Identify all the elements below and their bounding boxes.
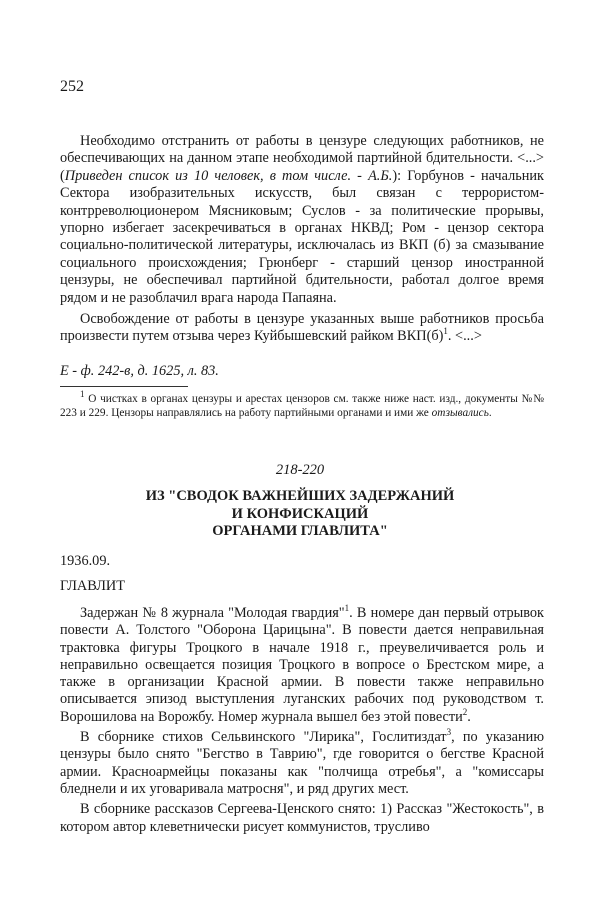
journal-text-b: . В номере дан первый отрывок повести А. Толстого "Оборона Царицына". В повести дается неправильная трактовка фигуры Троцкого в начале 1918 г., преувеличивается роль и неправильно освещается позиция Троцкого в вопросе о Брестском мире, а также в организации Красной армии. В повести также неправильно описывается эпизод выступления луганских рабочих под руководством т. Ворошилова на Ворожбу. Номер журнала вышел без этой повести	[60, 605, 544, 725]
release-tail: . <...>	[447, 328, 482, 345]
footnote-divider	[60, 386, 188, 387]
journal-text-a: Задержан № 8 журнала "Молодая гвардия"	[80, 605, 345, 621]
footnote-end: .	[488, 407, 492, 419]
journal-text-c: .	[467, 708, 471, 725]
heading-line-3: ОРГАНАМИ ГЛАВЛИТА"	[212, 523, 388, 539]
archive-source: Е - ф. 242-в, д. 1625, л. 83.	[60, 363, 219, 379]
release-text: Освобождение от работы в цензуре указанных выше работников просьба произвести путем отзыва через Куйбышевский райком ВКП(б)	[60, 311, 544, 345]
paragraph-poems	[60, 729, 544, 798]
document-date: 1936.09.	[60, 553, 111, 569]
section-heading	[0, 488, 600, 541]
footnote-ref: 1	[443, 326, 448, 337]
footnote-ref-1: 1	[344, 603, 350, 614]
document-number: 218-220	[275, 462, 325, 478]
paragraph-dismissal-text-a: Необходимо отстранить от работы в цензуре следующих работников, не обеспечивающих на данном этапе необходимой партийной бдительности. <...> (	[60, 133, 544, 184]
page-number: 252	[60, 78, 84, 95]
heading-line-1: ИЗ "СВОДОК ВАЖНЕЙШИХ ЗАДЕРЖАНИЙ	[145, 488, 455, 504]
heading-line-2: И КОНФИСКАЦИЙ	[231, 505, 369, 522]
paragraph-release-text	[60, 311, 544, 346]
footnote-marker: 1	[80, 389, 85, 400]
paragraph-stories: В сборнике рассказов Сергеева-Ценского снято: 1) Рассказ "Жестокость", в котором автор клеветнически рисует коммунистов, трусливо	[60, 801, 544, 835]
footnote	[60, 389, 544, 420]
poems-text-a: В сборнике стихов Сельвинского "Лирика", Гослитиздат	[80, 729, 447, 746]
paragraph-dismissal-list	[60, 133, 544, 307]
footnote-italic: отзывались	[431, 407, 489, 419]
paragraph-dismissal-text-b: ): Горбунов - начальник Сектора изобразительных искусств, был связан с террористом-контрреволюционером Мясниковым; Суслов - за политические прорывы, упорно избегает засекречиваться в органах НКВД; Ром - цензор сектора социально-политической литературы, исключалась из ВКП (б) за смазывание социального происхождения; Грюнберг - старший цензор иностранной цензуры, не обеспечивал партийной бдительности, работал долгое время рядом и не разоблачил врага народа Папаяна.	[60, 167, 544, 306]
footnote-text: О чистках в органах цензуры и арестах цензоров см. также ниже наст. изд., документы №№ 223 и 229. Цензоры направлялись на работу партийными органами и ими же	[60, 393, 544, 419]
footnote-ref-3: 3	[446, 727, 452, 738]
main-text	[60, 605, 544, 836]
editor-note: Приведен список из 10 человек, в том числе. - А.Б.	[64, 167, 393, 184]
poems-text-b: , по указанию цензуры было снято "Бегство в Таврию", где говорится о бегстве Красной армии. Красноармейцы показаны как "полчища отребья", а "комиссары бледнели и их уговаривала матросня", и ряд других мест.	[60, 729, 544, 797]
paragraph-dismissal-text	[60, 133, 544, 307]
paragraph-journal	[60, 605, 544, 726]
footnote-ref-2: 2	[462, 707, 468, 718]
paragraph-release-request	[60, 311, 544, 346]
organization-name: ГЛАВЛИТ	[60, 578, 125, 594]
